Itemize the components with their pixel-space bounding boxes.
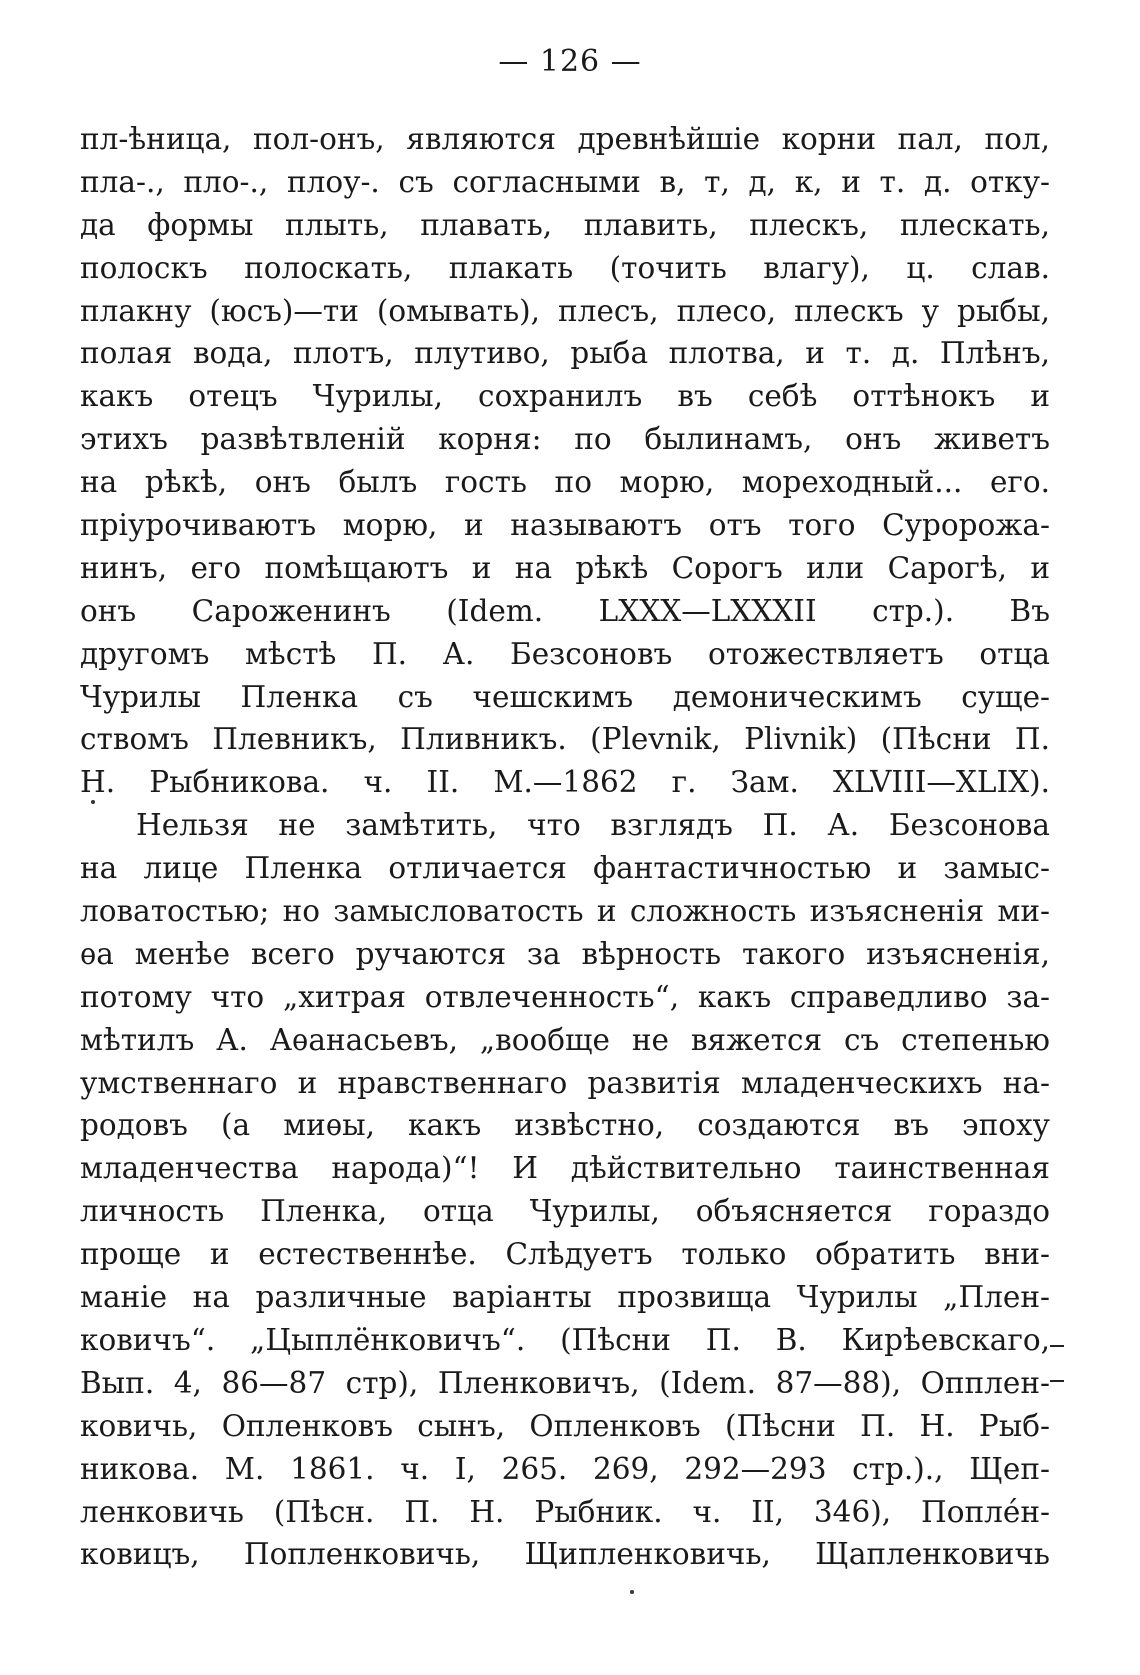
text-line: ковичь, Опленковъ сынъ, Опленковъ (Пѣсни П. Н. Рыб- [80, 1408, 1050, 1443]
text-line: да формы плыть, плавать, плавить, плескъ, плескать, [80, 207, 1050, 242]
text-line: ковицъ, Попленковичь, Щипленковичь, Щапленковичь [80, 1537, 1050, 1572]
text-line: плакну (юсъ)—ти (омывать), плесъ, плесо, плескъ у рыбы, [80, 293, 1050, 328]
text-line: пріурочиваютъ морю, и называютъ отъ того Суророжа- [80, 508, 1050, 543]
text-line: родовъ (а миѳы, какъ извѣстно, создаются въ эпоху [80, 1108, 1050, 1143]
text-line: на лице Пленка отличается фантастичностью и замыс- [80, 851, 1050, 886]
text-line: проще и естественнѣе. Слѣдуетъ только обратить вни- [80, 1237, 1050, 1272]
text-line: потому что „хитрая отвлеченность“, какъ справедливо за- [80, 979, 1050, 1014]
text-line: никова. М. 1861. ч. I, 265. 269, 292—293 стр.)., Щеп- [80, 1451, 1050, 1486]
text-line: ленковичь (Пѣсн. П. Н. Рыбник. ч. II, 346), Поплéн- [80, 1494, 1050, 1529]
text-line: умственнаго и нравственнаго развитія младенческихъ на- [80, 1065, 1050, 1100]
margin-mark [1050, 1380, 1064, 1382]
paper-speck [91, 800, 95, 804]
text-line: какъ отецъ Чурилы, сохранилъ въ себѣ оттѣнокъ и [80, 379, 1050, 414]
text-line: на рѣкѣ, онъ былъ гость по морю, мореходный... его. [80, 465, 1050, 500]
text-line: личность Пленка, отца Чурилы, объясняется гораздо [80, 1194, 1050, 1229]
text-body [80, 118, 1050, 1576]
text-line: нинъ, его помѣщаютъ и на рѣкѣ Сорогъ или Сарогѣ, и [80, 550, 1050, 585]
text-line: пла-., пло-., плоу-. съ согласными в, т, д, к, и т. д. отку- [80, 164, 1050, 199]
text-line: младенчества народа)“! И дѣйствительно таинственная [80, 1151, 1050, 1186]
text-line: ковичъ“. „Цыплёнковичъ“. (Пѣсни П. В. Кирѣевскаго, [80, 1322, 1050, 1357]
text-line: Н. Рыбникова. ч. II. М.—1862 г. Зам. XLVIII—XLIX). [80, 765, 1050, 800]
text-line: ѳа менѣе всего ручаются за вѣрность такого изъясненія, [80, 936, 1050, 971]
text-line: ловатостью; но замысловатость и сложность изъясненія ми- [80, 894, 1050, 929]
text-line: полоскъ полоскать, плакать (точить влагу), ц. слав. [80, 250, 1050, 285]
text-line: Вып. 4, 86—87 стр), Пленковичъ, (Idem. 87—88), Опплен- [80, 1365, 1050, 1400]
text-line: Нельзя не замѣтить, что взглядъ П. А. Безсонова [136, 808, 1050, 843]
text-line: маніе на различные варіанты прозвища Чурилы „Плен- [80, 1280, 1050, 1315]
text-line: Чурилы Пленка съ чешскимъ демоническимъ суще- [80, 679, 1050, 714]
text-line: этихъ развѣтвленій корня: по былинамъ, онъ живетъ [80, 422, 1050, 457]
text-line: полая вода, плотъ, плутиво, рыба плотва, и т. д. Плѣнъ, [80, 336, 1050, 371]
text-line: другомъ мѣстѣ П. А. Безсоновъ отожествляетъ отца [80, 636, 1050, 671]
text-line: онъ Сароженинъ (Idem. LXXX—LXXXII стр.). Въ [80, 593, 1050, 628]
text-line: пл-ѣница, пол-онъ, являются древнѣйшіе корни пал, пол, [80, 122, 1050, 156]
text-line: мѣтилъ А. Аѳанасьевъ, „вообще не вяжется съ степенью [80, 1022, 1050, 1057]
margin-mark [1050, 1345, 1064, 1347]
text-line: ствомъ Плевникъ, Пливникъ. (Plevnik, Plivnik) (Пѣсни П. [80, 722, 1050, 757]
paper-speck [630, 1590, 634, 1594]
page-number: — 126 — [498, 44, 642, 79]
